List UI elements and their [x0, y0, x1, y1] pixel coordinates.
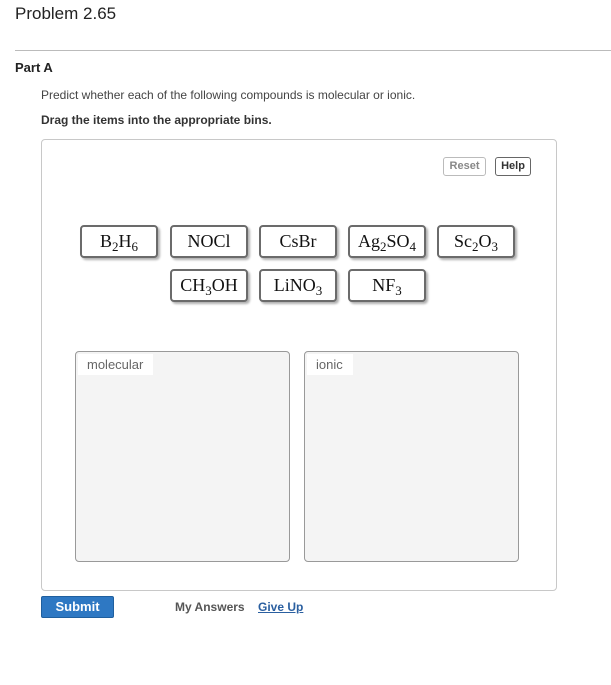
compound-formula: $Sc_2O_3$: [454, 231, 498, 254]
chip-ag2so4[interactable]: [348, 225, 426, 258]
chip-lino3[interactable]: [259, 269, 337, 302]
help-button[interactable]: Help: [495, 157, 531, 176]
compound-formula: $Ag_2SO_4$: [357, 231, 416, 254]
reset-button[interactable]: Reset: [443, 157, 486, 176]
bin-label-molecular: molecular: [78, 354, 153, 375]
compound-formula: $CH_3OH$: [180, 275, 238, 298]
compound-formula: NOCl: [187, 231, 231, 251]
bin-molecular[interactable]: [75, 351, 290, 562]
bin-label-ionic: ionic: [307, 354, 353, 375]
question-prompt: Predict whether each of the following compounds is molecular or ionic.: [41, 88, 416, 102]
chip-csbr[interactable]: [259, 225, 337, 258]
compound-formula: $NF_3$: [372, 275, 402, 298]
compound-formula: CsBr: [279, 231, 317, 251]
part-title: Part A: [15, 60, 53, 75]
compound-formula: $B_2H_6$: [99, 231, 138, 254]
give-up-link[interactable]: Give Up: [258, 600, 304, 614]
my-answers-label: My Answers: [175, 600, 245, 614]
submit-button[interactable]: Submit: [41, 596, 114, 618]
chip-b2h6[interactable]: [80, 225, 158, 258]
chip-nf3[interactable]: [348, 269, 426, 302]
compound-formula: LiNO$_3$: [273, 275, 323, 298]
bin-ionic[interactable]: [304, 351, 519, 562]
drag-instruction: Drag the items into the appropriate bins.: [41, 113, 272, 127]
chip-sc2o3[interactable]: [437, 225, 515, 258]
chip-ch3oh[interactable]: [170, 269, 248, 302]
divider: [15, 50, 611, 51]
chip-nocl[interactable]: [170, 225, 248, 258]
problem-title: Problem 2.65: [15, 4, 117, 23]
